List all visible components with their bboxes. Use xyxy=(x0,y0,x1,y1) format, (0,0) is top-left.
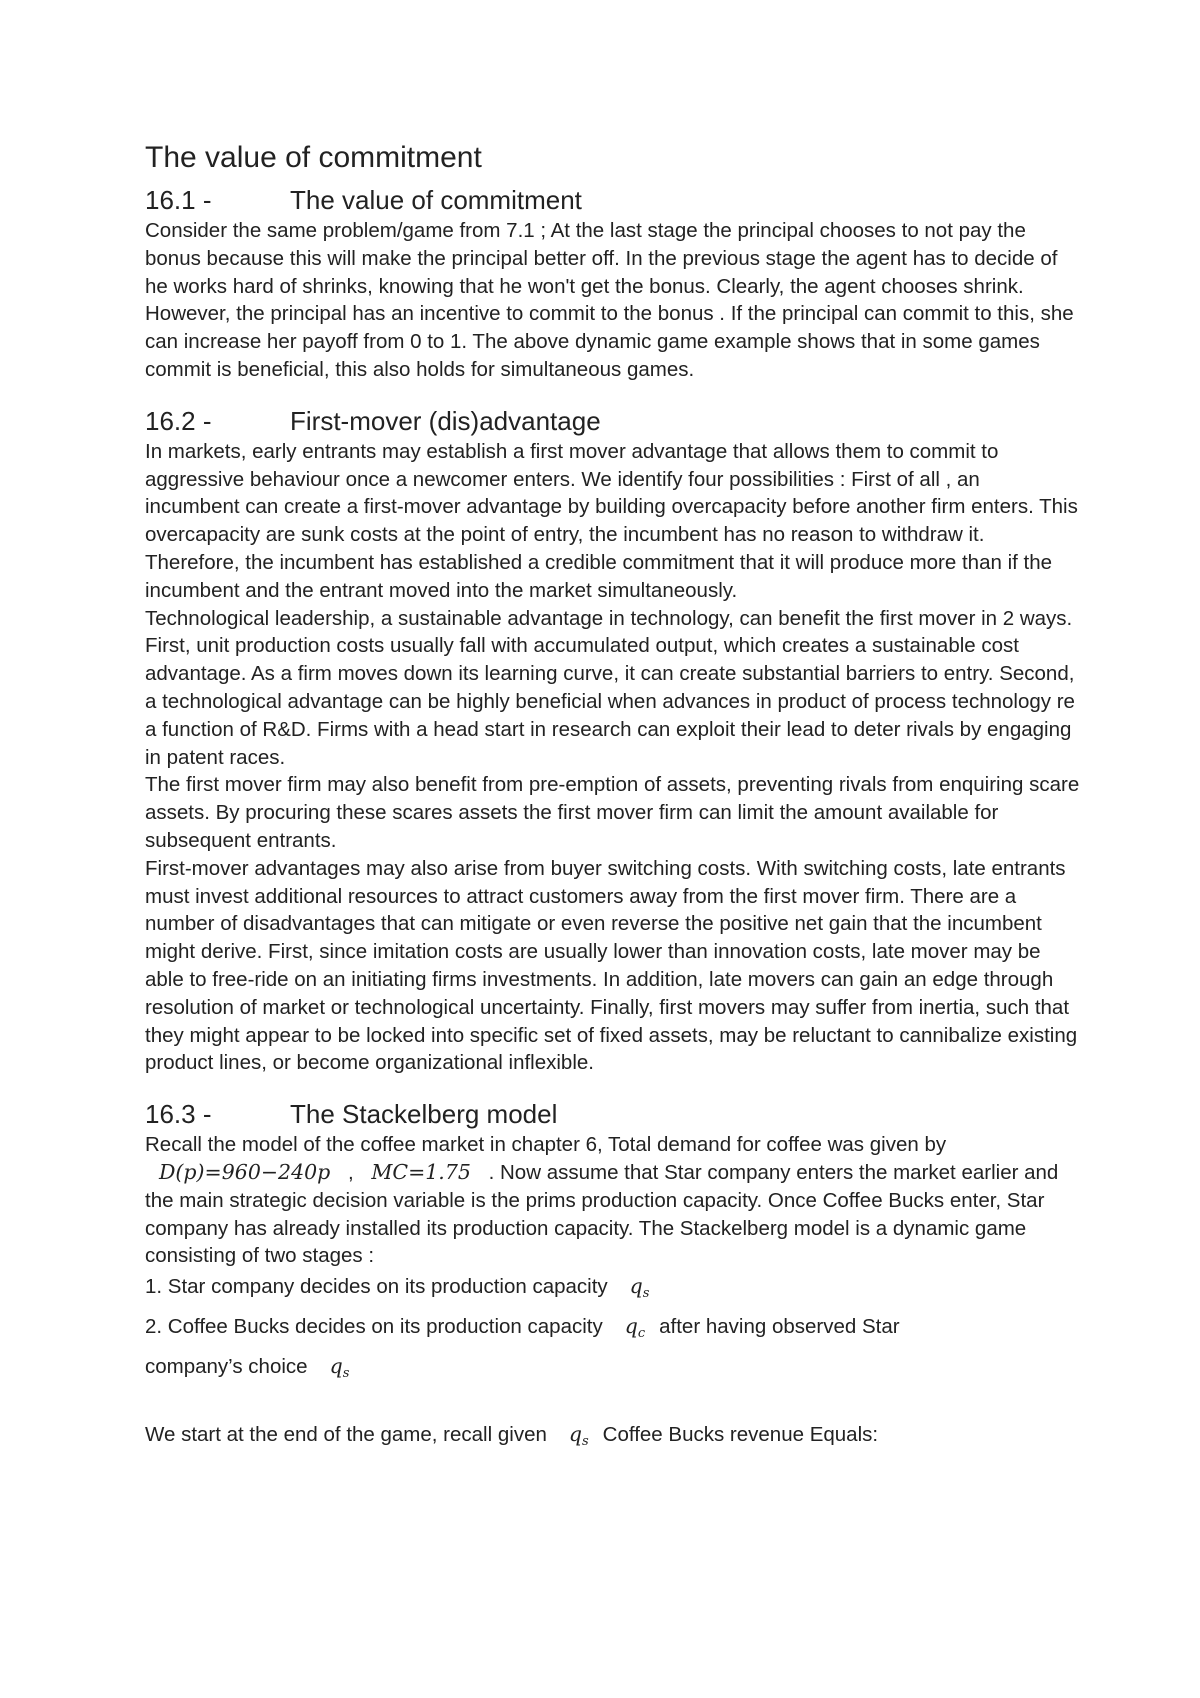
math-symbol: $q_c$ xyxy=(624,1314,646,1342)
section-number: 16.2 - xyxy=(145,405,212,436)
mc-formula: MC=1.75 xyxy=(371,1159,471,1184)
list-item xyxy=(145,1270,1080,1310)
document-page xyxy=(145,140,1080,1458)
math-symbol: $q_s$ xyxy=(568,1422,589,1450)
closing-tail: Coffee Bucks revenue Equals: xyxy=(602,1423,879,1447)
paragraph xyxy=(145,1131,1080,1270)
section-title: The value of commitment xyxy=(290,185,582,215)
math-symbol: $q_s$ xyxy=(629,1274,650,1302)
list-item-text: 2. Coffee Bucks decides on its production capacity xyxy=(145,1315,603,1339)
closing-text: We start at the end of the game, recall given xyxy=(145,1423,547,1447)
list-item-continuation xyxy=(145,1350,1080,1390)
list-item-tail: after having observed Star xyxy=(659,1315,900,1339)
paragraph: The first mover firm may also benefit from pre-emption of assets, preventing rivals from enquiring scare assets. By procuring these scares assets the first mover firm can limit the amount available for subsequent entrants. xyxy=(145,773,1080,852)
section-heading-16-2 xyxy=(145,404,1080,438)
demand-formula: D(p)=960−240p xyxy=(159,1159,331,1184)
closing-paragraph xyxy=(145,1418,1080,1458)
math-symbol: $q_s$ xyxy=(329,1354,350,1382)
section-heading-16-1 xyxy=(145,183,1080,217)
section-number: 16.1 - xyxy=(145,185,212,215)
paragraph: Technological leadership, a sustainable advantage in technology, can benefit the first mover in 2 ways. First, unit production costs usually fall with accumulated output, which creates a sustainable cost advantage. As a firm moves down its learning curve, it can create substantial barriers to entry. Second, a technological advantage can be highly beneficial when advances in product of process technology re a function of R&D. Firms with a head start in research can exploit their lead to deter rivals by engaging in patent races. xyxy=(145,606,1075,769)
section-number: 16.3 - xyxy=(145,1099,212,1130)
paragraph: Consider the same problem/game from 7.1 ; At the last stage the principal chooses to not pay the bonus because this will make the principal better off. In the previous stage the agent has to decide of he works hard of shrinks, knowing that he won't get the bonus. Clearly, the agent chooses shrink. However, the principal has an incentive to commit to the bonus . If the principal can commit to this, she can increase her payoff from 0 to 1. The above dynamic game example shows that in some games commit is beneficial, this also holds for simultaneous games. xyxy=(145,219,1074,381)
list-item-text: 1. Star company decides on its production capacity xyxy=(145,1275,608,1299)
after-formula-text: . Now assume that Star company enters the market earlier and the main strategic decision variable is the prims production capacity. Once Coffee Bucks enter, Star company has already installed its production capacity. The Stackelberg model is a dynamic game consisting of two stages : xyxy=(145,1160,1059,1268)
section-title: First-mover (dis)advantage xyxy=(290,405,601,436)
formula-separator: , xyxy=(348,1160,354,1184)
list-cont-text: company’s choice xyxy=(145,1355,308,1379)
section-title: The Stackelberg model xyxy=(290,1099,558,1130)
document-title: The value of commitment xyxy=(145,141,482,174)
blank-line xyxy=(145,1390,1080,1418)
paragraph: First-mover advantages may also arise from buyer switching costs. With switching costs, late entrants must invest additional resources to attract customers away from the first mover firm. There are a number of disadvantages that can mitigate or even reverse the positive net gain that the incumbent might derive. First, since imitation costs are usually lower than innovation costs, late mover may be able to free-ride on an initiating firms investments. In addition, late movers can gain an edge through resolution of market or technological uncertainty. Finally, first movers may suffer from inertia, such that they might appear to be locked into specific set of fixed assets, may be reluctant to cannibalize existing product lines, or become organizational inflexible. xyxy=(145,856,1078,1075)
list-item xyxy=(145,1310,1080,1350)
section-heading-16-3 xyxy=(145,1097,1080,1131)
intro-text: Recall the model of the coffee market in chapter 6, Total demand for coffee was given by xyxy=(145,1133,947,1157)
paragraph: In markets, early entrants may establish a first mover advantage that allows them to commit to aggressive behaviour once a newcomer enters. We identify four possibilities : First of all , an incumbent can create a first-mover advantage by building overcapacity before another firm enters. This overcapacity are sunk costs at the point of entry, the incumbent has no reason to withdraw it. Therefore, the incumbent has established a credible commitment that it will produce more than if the incumbent and the entrant moved into the market simultaneously. xyxy=(145,439,1078,602)
